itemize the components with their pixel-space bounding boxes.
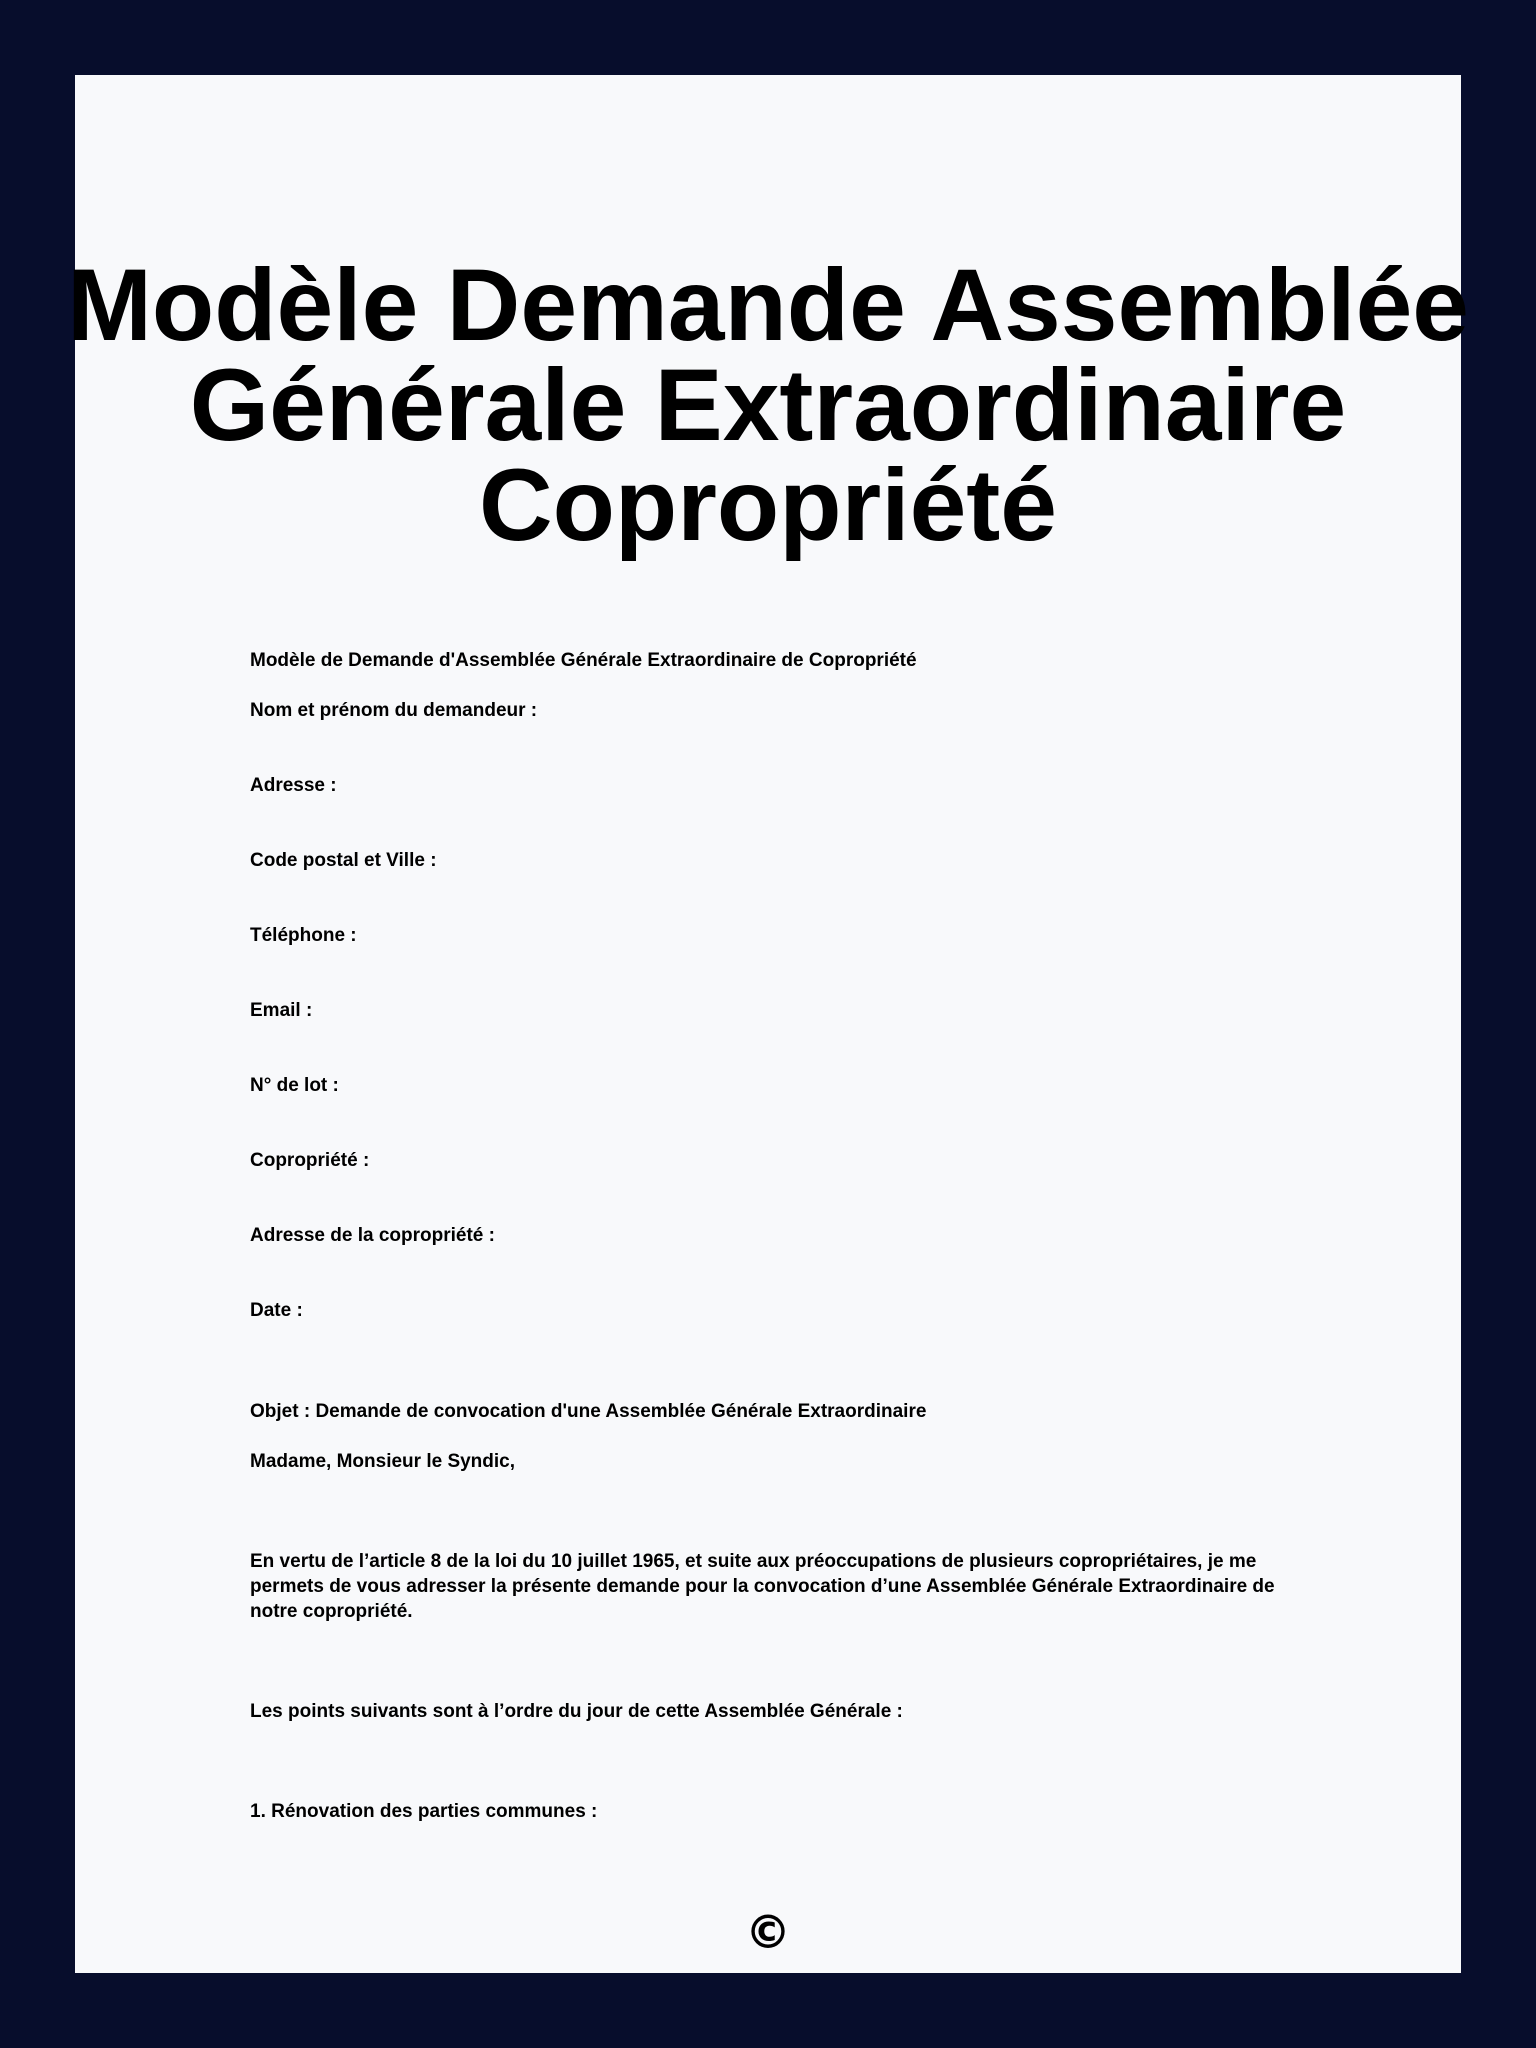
agenda-intro: Les points suivants sont à l’ordre du jour de cette Assemblée Générale :	[250, 1701, 903, 1722]
field-coownership: Copropriété :	[250, 1150, 370, 1171]
field-requester-name: Nom et prénom du demandeur :	[250, 700, 538, 721]
document-page	[66, 75, 1470, 1973]
document-subtitle: Modèle de Demande d'Assemblée Générale Extraordinaire de Copropriété	[250, 650, 917, 671]
letter-salutation: Madame, Monsieur le Syndic,	[250, 1451, 516, 1472]
copyright-icon: ©	[745, 1905, 791, 1959]
field-address: Adresse :	[250, 775, 337, 796]
letter-object: Objet : Demande de convocation d'une Assemblée Générale Extraordinaire	[250, 1401, 927, 1422]
field-date: Date :	[250, 1300, 303, 1321]
letter-body-paragraph: En vertu de l’article 8 de la loi du 10 juillet 1965, et suite aux préoccupations de plusieurs copropriétaires, je me permets de vous adresser la présente demande pour la convocation d’une Assemblée Générale Extraordinaire de notre copropriété.	[250, 1551, 1275, 1622]
title-line-3: Copropriété	[478, 448, 1058, 562]
field-lot-number: N° de lot :	[250, 1075, 339, 1096]
agenda-item: 1. Rénovation des parties communes :	[250, 1801, 598, 1822]
field-email: Email :	[250, 1000, 313, 1021]
field-coownership-address: Adresse de la copropriété :	[250, 1225, 495, 1246]
field-phone: Téléphone :	[250, 925, 357, 946]
document-title	[55, 248, 1481, 562]
title-line-2: Générale Extraordinaire	[189, 348, 1347, 462]
title-line-1: Modèle Demande Assemblée	[66, 248, 1470, 362]
field-postal-city: Code postal et Ville :	[250, 850, 437, 871]
